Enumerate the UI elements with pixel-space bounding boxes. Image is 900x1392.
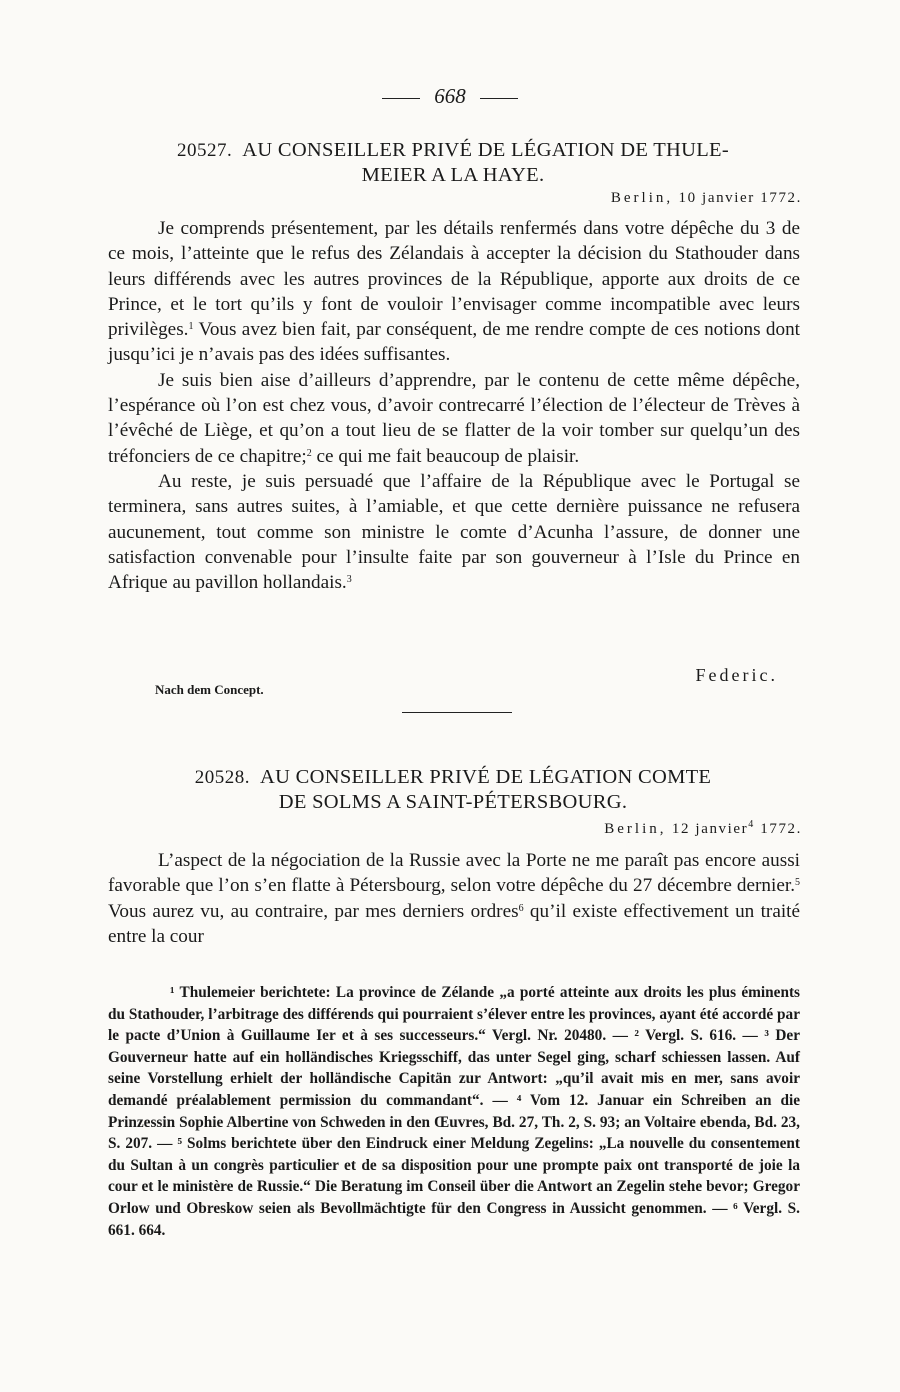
source-note: Nach dem Concept. (155, 682, 264, 697)
signature: Federic. (695, 665, 778, 685)
footnote-ref: 6 (518, 902, 524, 914)
letter-body-20527 (108, 216, 800, 595)
dateline-place: Berlin, (604, 821, 667, 837)
letter-body-20528 (108, 848, 800, 949)
paragraph-text: Vous avez bien fait, par conséquent, de me rendre compte de ces notions dont jusqu’ici je n’avais pas des idées suffisantes. (108, 319, 801, 366)
rule-right (480, 98, 518, 99)
page-number-text: 668 (434, 84, 466, 108)
heading-line: DE SOLMS A SAINT-PÉTERSBOURG. (278, 791, 628, 813)
footnote-ref: 5 (795, 877, 800, 889)
paragraph (108, 469, 800, 595)
letter-heading-20527 (108, 138, 798, 187)
paragraph-text: Je comprends présentement, par les détails renfermés dans votre dépêche du 3 de ce mois, l’atteinte que le refus des Zélandais à accepter la décision du Stathouder dans leurs différends avec les autres provinces de la République, apporte aux droits de ce Prince, et le tort qu’ils y font de vouloir l’envisager comme incompatible avec leurs privilèges. (108, 218, 800, 341)
paragraph-text: L’aspect de la négociation de la Russie avec la Porte ne me paraît pas encore aussi favorable que l’on s’en flatte à Pétersbourg, selon votre dépêche du 27 décembre dernier. (108, 850, 800, 897)
footnote-ref: 1 (188, 321, 194, 333)
dateline-year: 1772. (760, 821, 802, 837)
paragraph (108, 848, 800, 949)
paragraph-text: ce qui me fait beaucoup de plaisir. (316, 445, 580, 467)
letter-number: 20527. (176, 140, 233, 161)
paragraph (108, 216, 800, 368)
paragraph-text: Vous aurez vu, au contraire, par mes derniers ordres (108, 900, 519, 922)
footnote-ref: 4 (748, 819, 755, 830)
heading-line: AU CONSEILLER PRIVÉ DE LÉGATION COMTE (260, 766, 712, 788)
heading-line: MEIER A LA HAYE. (361, 164, 545, 186)
paragraph (108, 368, 800, 469)
dateline-20528 (604, 821, 802, 838)
page-number (0, 84, 900, 109)
letter-heading-20528 (108, 765, 798, 814)
footnote-ref: 3 (346, 574, 352, 586)
dateline-date: 12 janvier (671, 821, 749, 837)
footnote-ref: 2 (306, 447, 312, 459)
dateline-20527 (611, 190, 802, 207)
footnote-text: ¹ Thulemeier berichtete: La province de Zélande „a porté atteinte aux droits les plus éminents du Stathouder, l’arbitrage des différends qui pourraient s’élever entre les provinces, ayant été accordé par le pacte d’Union à Guillaume Ier et à ses successeurs.“ Vergl. Nr. 20480. — ² Vergl. S. 616. — ³ Der Gouverneur hatte auf ein holländisches Kriegsschiff, das unter Segel ging, scharf schiessen lassen. Auf seine Vorstellung erhielt der holländische Capitän zur Antwort: „qu’il avait mis en mer, sans avoir demandé préalablement permission du commandant“. — ⁴ Vom 12. Januar ein Schreiben an die Prinzessin Sophie Albertine von Schweden in den Œuvres, Bd. 27, Th. 2, S. 93; an Voltaire ebenda, Bd. 23, S. 207. — ⁵ Solms berichtete über den Eindruck einer Meldung Zegelins: „La nouvelle du consentement du Sultan à un congrès particulier et de sa disposition pour une prompte paix ont transporté de joie la cour et le ministère de Russie.“ Die Beratung im Conseil über die Antwort an Zegelin stehe bevor; Gregor Orlow und Obreskow seien als Bevollmächtigte für den Congress in Aussicht genommen. — ⁶ Vergl. S. 661. 664. (108, 984, 800, 1239)
letter-number: 20528. (194, 767, 250, 788)
rule-left (382, 98, 420, 99)
paragraph-text: Au reste, je suis persuadé que l’affaire de la République avec le Portugal se terminera, sans autres suites, à l’amiable, et que cette dernière puissance ne refusera aucunement, tout comme son ministre le comte d’Acunha l’assure, de donner une satisfaction convenable pour l’insulte faite par son gouverneur à l’Isle du Prince en Afrique au pavillon hollandais. (108, 470, 800, 594)
footnotes (108, 982, 800, 1241)
paragraph-text: Je suis bien aise d’ailleurs d’apprendre, par le contenu de cette même dépêche, l’espérance où l’on est chez vous, d’avoir contrecarré l’élection de l’électeur de Trèves à l’évêché de Liège, et qu’on a tout lieu de se flatter de la voir tomber sur quelqu’un des tréfonciers de ce chapitre; (108, 369, 800, 467)
dateline-place: Berlin, (610, 190, 674, 206)
section-separator (402, 712, 512, 713)
paragraph-text: qu’il existe effectivement un traité entre la cour (108, 900, 801, 947)
heading-line: AU CONSEILLER PRIVÉ DE LÉGATION DE THULE- (242, 139, 730, 161)
dateline-date: 10 janvier 1772. (678, 190, 802, 206)
